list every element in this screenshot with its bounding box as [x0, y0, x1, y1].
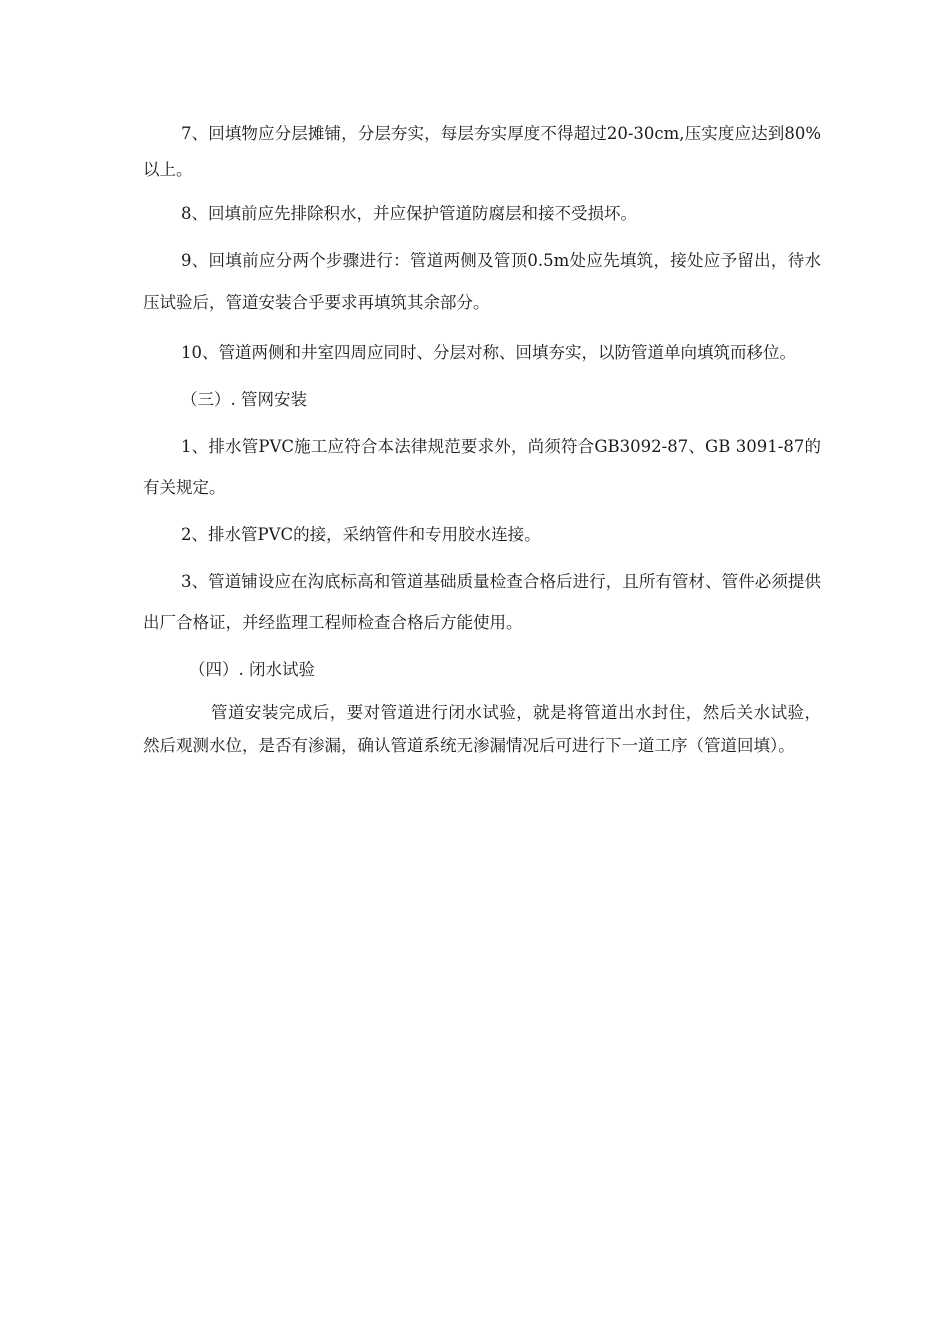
section3-item-3: 3、管道铺设应在沟底标高和管道基础质量检查合格后进行，且所有管材、管件必须提供出厂合格证，并经监理工程师检查合格后方能使用。 [143, 571, 821, 632]
paragraph-item-7: 7、回填物应分层摊铺，分层夯实，每层夯实厚度不得超过20-30cm,压实度应达到80%以上。 [143, 124, 821, 179]
paragraph-item-8: 8、回填前应先排除积水，并应保护管道防腐层和接不受损坏。 [181, 204, 637, 223]
section4-body-paragraph: 管道安装完成后，要对管道进行闭水试验，就是将管道出水封住，然后关水试验，然后观测水位，是否有渗漏，确认管道系统无渗漏情况后可进行下一道工序（管道回填）。 [143, 702, 821, 755]
section-heading-pipe-installation: （三）. 管网安装 [181, 389, 307, 409]
paragraph-item-10: 10、管道两侧和井室四周应同时、分层对称、回填夯实，以防管道单向填筑而移位。 [181, 343, 796, 362]
section-heading-closed-water-test: （四）. 闭水试验 [189, 659, 315, 679]
paragraph-item-9: 9、回填前应分两个步骤进行：管道两侧及管顶0.5m处应先填筑，接处应予留出，待水压试验后，管道安装合乎要求再填筑其余部分。 [143, 251, 821, 312]
section3-item-1: 1、排水管PVC施工应符合本法律规范要求外，尚须符合GB3092-87、GB 3091-87的有关规定。 [143, 436, 821, 497]
document-body [143, 116, 821, 771]
section3-item-2: 2、排水管PVC的接，采纳管件和专用胶水连接。 [181, 524, 541, 544]
